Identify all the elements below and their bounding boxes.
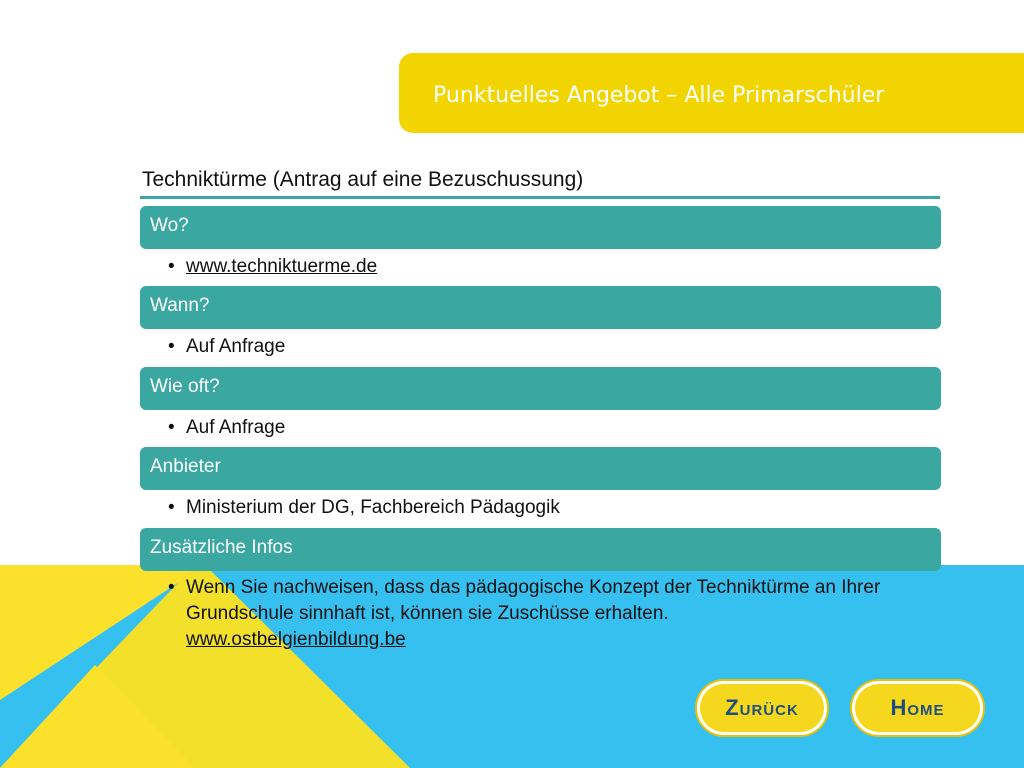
- website-link[interactable]: www.techniktuerme.de: [186, 256, 378, 277]
- heading-bar-wie-oft: Wie oft?: [140, 367, 941, 410]
- bullet-icon: •: [168, 256, 175, 277]
- heading-bar-zusaetzliche-infos: Zusätzliche Infos: [140, 528, 941, 571]
- page-title: Punktuelles Angebot – Alle Primarschüler: [433, 83, 885, 108]
- list-item: [168, 575, 898, 653]
- home-button[interactable]: Home: [852, 681, 983, 735]
- back-button[interactable]: Zurück: [697, 681, 827, 735]
- list-item: [168, 334, 898, 360]
- item-text: Ministerium der DG, Fachbereich Pädagogik: [186, 497, 560, 518]
- item-text: Auf Anfrage: [186, 417, 286, 438]
- bullet-icon: •: [168, 336, 175, 357]
- title-divider: [140, 196, 940, 199]
- ostbelgien-link[interactable]: www.ostbelgienbildung.be: [186, 629, 406, 650]
- heading-bar-wo: Wo?: [140, 206, 941, 249]
- bullet-icon: •: [168, 577, 175, 598]
- heading-bar-wann: Wann?: [140, 286, 941, 329]
- section-title: Techniktürme (Antrag auf eine Bezuschussung): [142, 168, 584, 191]
- bullet-icon: •: [168, 417, 175, 438]
- heading-bar-anbieter: Anbieter: [140, 447, 941, 490]
- list-item: [168, 415, 898, 441]
- header-banner: [399, 53, 1024, 133]
- list-item: [168, 495, 898, 521]
- bullet-icon: •: [168, 497, 175, 518]
- list-item: [168, 254, 898, 280]
- item-text: Auf Anfrage: [186, 336, 286, 357]
- item-text: Wenn Sie nachweisen, dass das pädagogische Konzept der Techniktürme an Ihrer Grundschule sinnhaft ist, können sie Zuschüsse erhalten.: [186, 577, 881, 624]
